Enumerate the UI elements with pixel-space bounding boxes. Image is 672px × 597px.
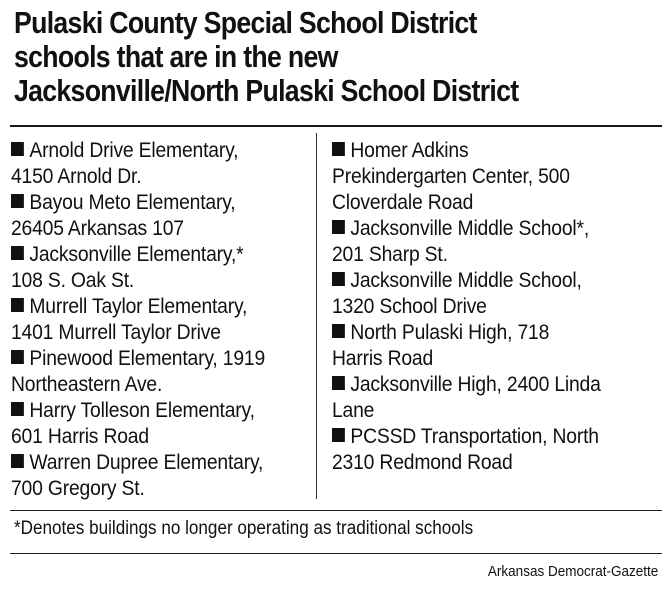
school-name: Bayou Meto Elementary, xyxy=(29,191,236,214)
school-entry xyxy=(11,294,287,346)
school-entry xyxy=(332,216,636,268)
school-address: Northeastern Ave. xyxy=(11,373,163,396)
school-address: 4150 Arnold Dr. xyxy=(11,165,142,188)
black-square-icon xyxy=(11,142,24,156)
school-address: Lane xyxy=(332,399,375,422)
graphic-title xyxy=(14,6,664,108)
school-name: North Pulaski High, 718 xyxy=(350,321,550,344)
school-name: Homer Adkins xyxy=(350,139,469,162)
left-school-list xyxy=(11,138,311,502)
title-line-3: Jacksonville/North Pulaski School District xyxy=(14,73,519,108)
top-divider xyxy=(10,125,662,127)
footnote-divider xyxy=(10,510,662,511)
school-entry xyxy=(332,268,636,320)
title-line-2: schools that are in the new xyxy=(14,39,338,74)
school-name: Pinewood Elementary, 1919 xyxy=(29,347,266,370)
right-school-list xyxy=(332,138,662,476)
source-credit: Arkansas Democrat-Gazette xyxy=(487,563,658,580)
school-address: 201 Sharp St. xyxy=(332,243,448,266)
black-square-icon xyxy=(11,246,24,260)
school-address: 1320 School Drive xyxy=(332,295,487,318)
title-line-1: Pulaski County Special School District xyxy=(14,5,477,40)
black-square-icon xyxy=(11,402,24,416)
school-name: Warren Dupree Elementary, xyxy=(29,451,264,474)
black-square-icon xyxy=(11,454,24,468)
black-square-icon xyxy=(11,298,24,312)
school-entry xyxy=(11,346,287,398)
school-name: Murrell Taylor Elementary, xyxy=(29,295,248,318)
school-name: Jacksonville High, 2400 Linda xyxy=(350,373,601,396)
school-name-cont: Prekindergarten Center, 500 xyxy=(332,165,570,188)
footnote-text: *Denotes buildings no longer operating as traditional schools xyxy=(14,518,474,539)
school-entry xyxy=(11,450,287,502)
school-name: Jacksonville Middle School, xyxy=(350,269,582,292)
school-entry xyxy=(332,372,636,424)
school-entry xyxy=(11,190,287,242)
school-address: 2310 Redmond Road xyxy=(332,451,513,474)
school-name: Jacksonville Middle School*, xyxy=(350,217,590,240)
school-entry xyxy=(332,424,636,476)
school-address: Harris Road xyxy=(332,347,434,370)
school-entry xyxy=(332,320,636,372)
school-entry xyxy=(332,138,636,216)
black-square-icon xyxy=(11,194,24,208)
black-square-icon xyxy=(332,428,345,442)
school-name: Jacksonville Elementary,* xyxy=(29,243,244,266)
school-entry xyxy=(11,398,287,450)
black-square-icon xyxy=(332,324,345,338)
school-name: PCSSD Transportation, North xyxy=(350,425,599,448)
school-address: 108 S. Oak St. xyxy=(11,269,135,292)
black-square-icon xyxy=(332,220,345,234)
school-name: Arnold Drive Elementary, xyxy=(29,139,239,162)
black-square-icon xyxy=(332,142,345,156)
school-name: Harry Tolleson Elementary, xyxy=(29,399,255,422)
black-square-icon xyxy=(11,350,24,364)
credit-divider xyxy=(10,553,662,554)
school-address: 1401 Murrell Taylor Drive xyxy=(11,321,221,344)
black-square-icon xyxy=(332,376,345,390)
column-divider xyxy=(316,133,317,499)
black-square-icon xyxy=(332,272,345,286)
school-address: 601 Harris Road xyxy=(11,425,149,448)
school-address: Cloverdale Road xyxy=(332,191,474,214)
school-address: 700 Gregory St. xyxy=(11,477,145,500)
school-entry xyxy=(11,242,287,294)
school-address: 26405 Arkansas 107 xyxy=(11,217,184,240)
school-entry xyxy=(11,138,287,190)
